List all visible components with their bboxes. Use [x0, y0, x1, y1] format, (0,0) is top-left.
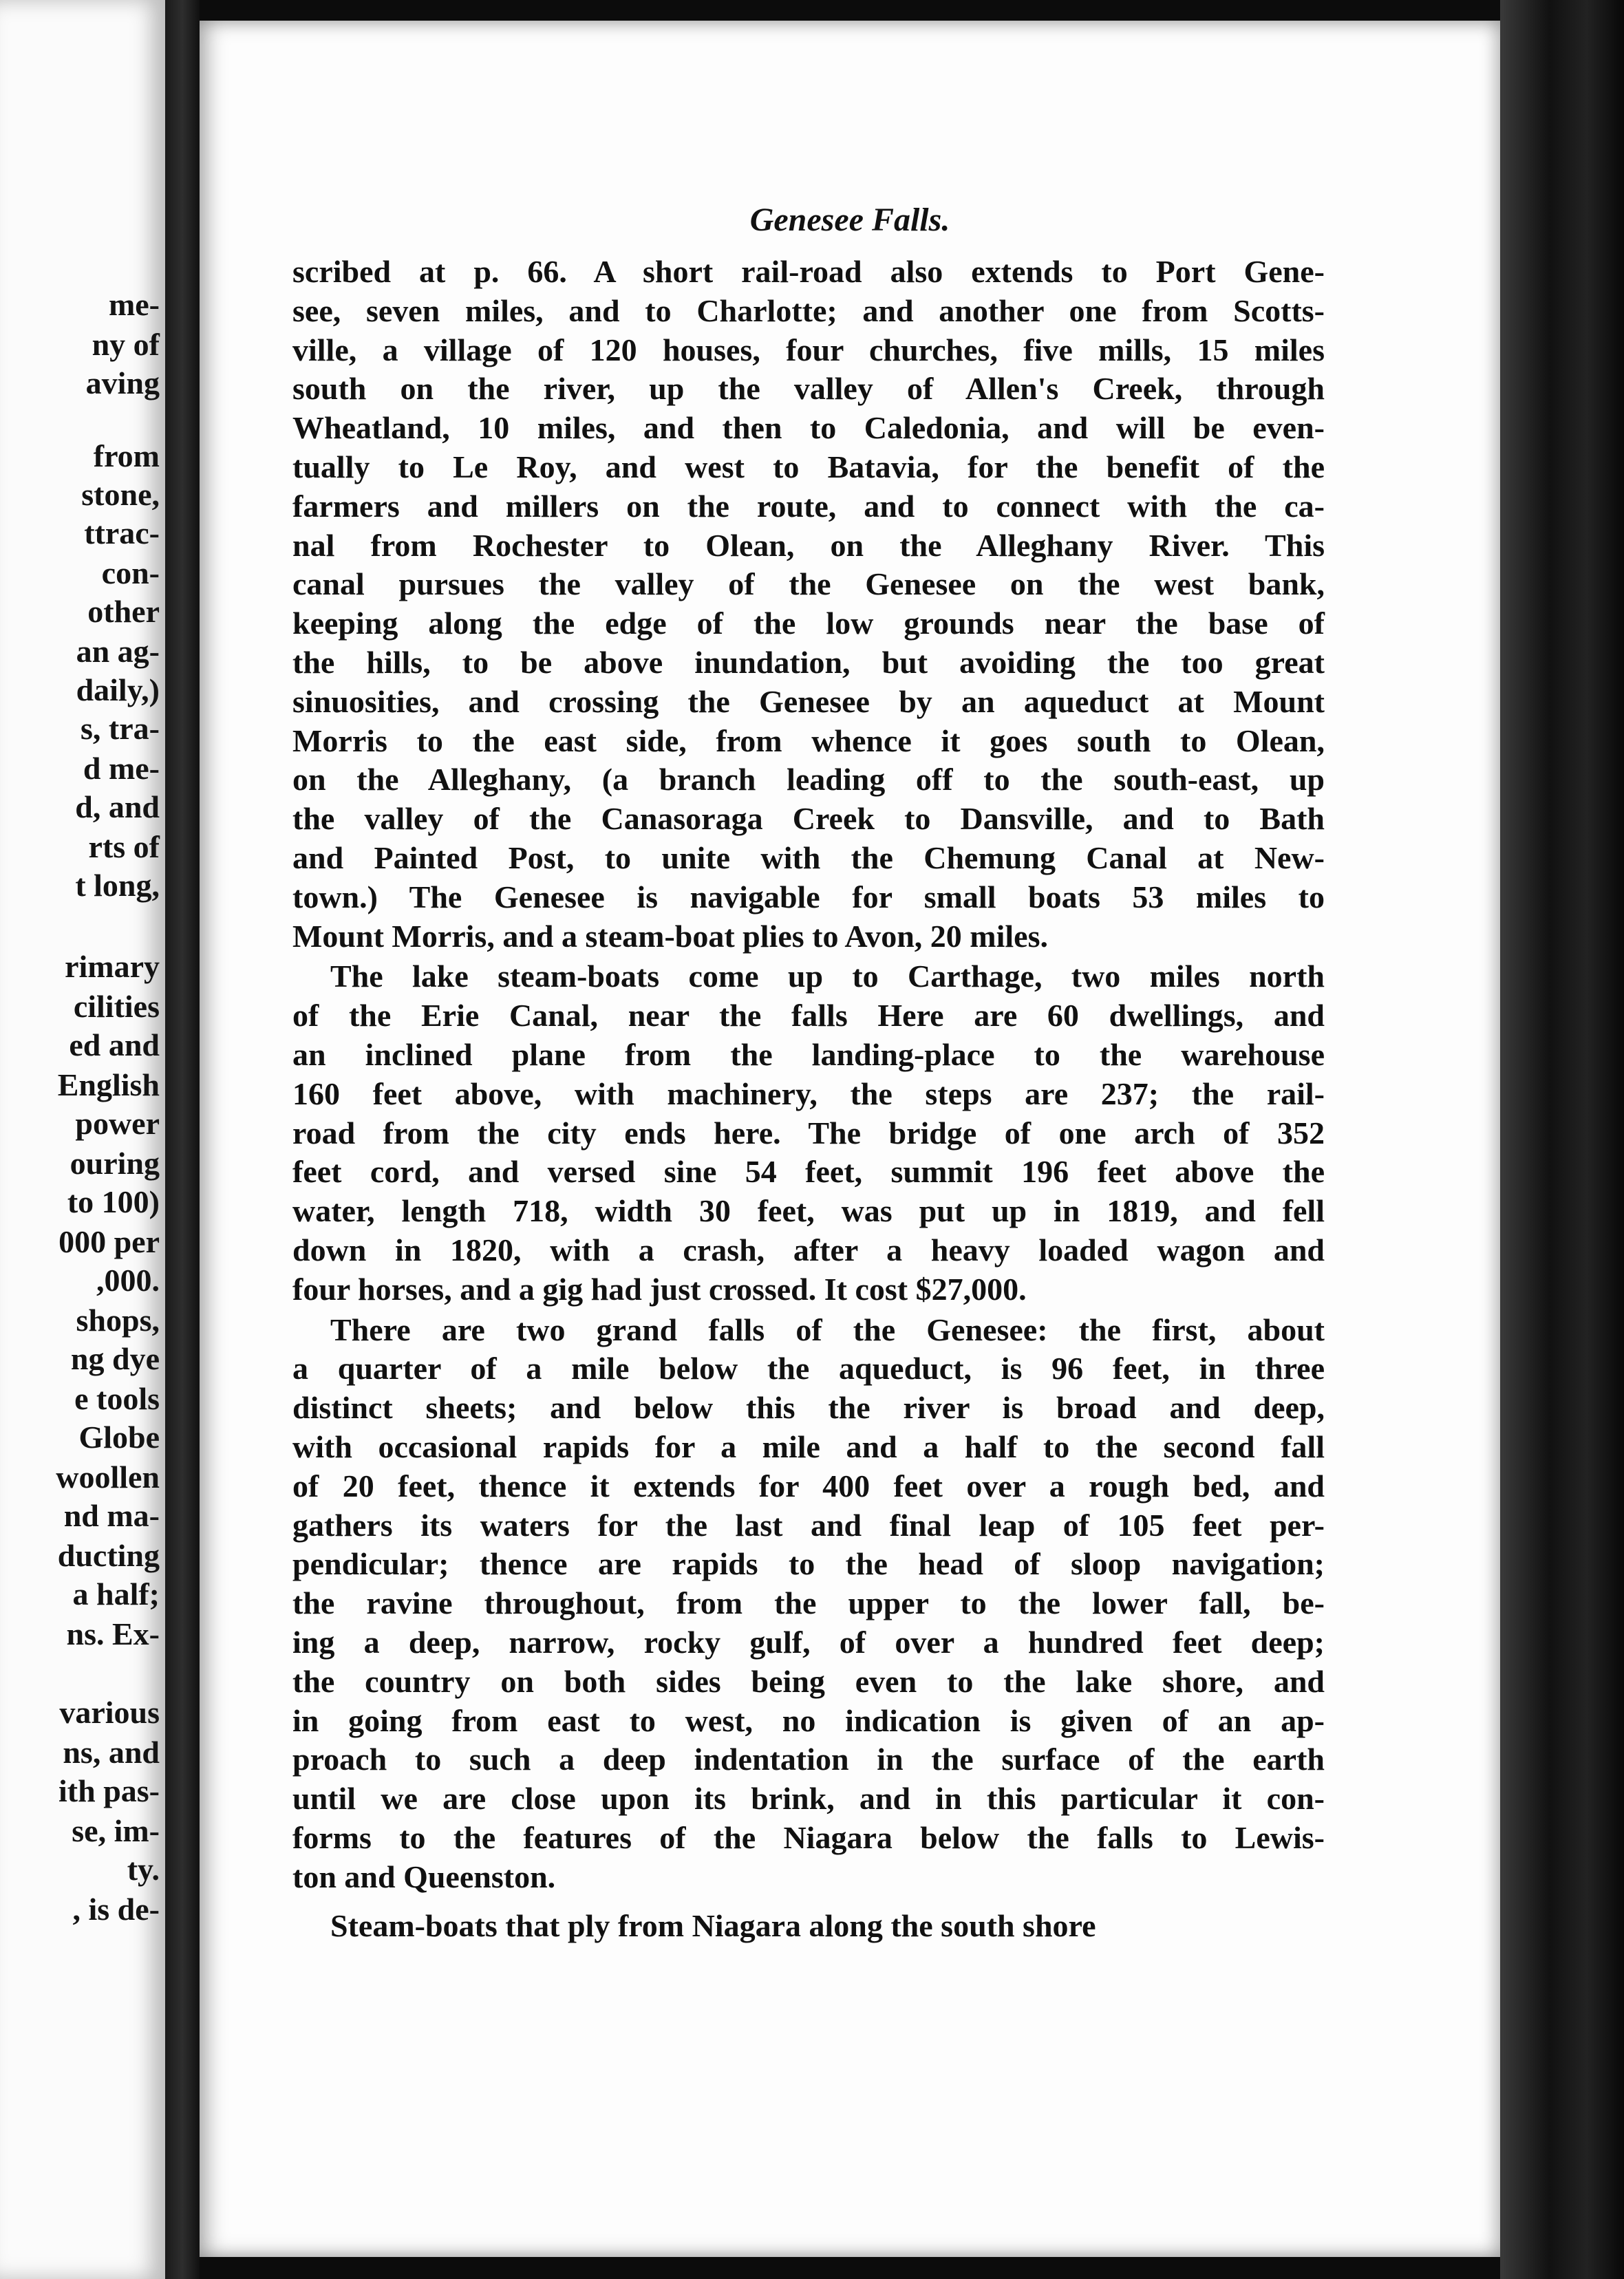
previous-page-line: shops,	[76, 1303, 160, 1338]
text-line: four horses, and a gig had just crossed. It cost $27,000.	[292, 1271, 1027, 1307]
previous-page-line: me-	[108, 287, 160, 322]
previous-page-line: from	[93, 438, 160, 473]
book-edge	[1500, 0, 1624, 2279]
previous-page-line: nd ma-	[63, 1498, 160, 1533]
previous-page-line: ns. Ex-	[66, 1616, 160, 1651]
previous-page-line: con-	[101, 555, 160, 590]
text-line: pendicular; thence are rapids to the head of sloop navigation;	[292, 1546, 1325, 1582]
text-line: feet cord, and versed sine 54 feet, summit 196 feet above the	[292, 1154, 1325, 1190]
previous-page-line: English	[57, 1067, 160, 1102]
previous-page-line: Globe	[78, 1420, 160, 1455]
running-head: Genesee Falls.	[749, 202, 950, 238]
previous-page-line: power	[75, 1106, 160, 1141]
text-line: town.) The Genesee is navigable for small boats 53 miles to	[292, 879, 1325, 914]
text-line: a quarter of a mile below the aqueduct, is 96 feet, in three	[292, 1351, 1325, 1387]
previous-page-line: ns, and	[63, 1735, 160, 1770]
text-line: farmers and millers on the route, and to connect with the ca-	[292, 488, 1325, 524]
text-line: scribed at p. 66. A short rail-road also extends to Port Gene-	[292, 254, 1325, 289]
text-line: with occasional rapids for a mile and a half to the second fall	[292, 1429, 1325, 1464]
text-line: nal from Rochester to Olean, on the Alleghany River. This	[292, 527, 1325, 563]
text-line: gathers its waters for the last and final leap of 105 feet per-	[292, 1507, 1325, 1543]
previous-page-line: , is de-	[72, 1892, 160, 1927]
text-line: the valley of the Canasoraga Creek to Dansville, and to Bath	[292, 801, 1325, 837]
previous-page-line: woollen	[56, 1459, 160, 1495]
book-gutter	[165, 0, 200, 2279]
previous-page-line: se, im-	[72, 1813, 160, 1848]
text-line: proach to such a deep indentation in the surface of the earth	[292, 1742, 1325, 1777]
previous-page-line: ith pas-	[58, 1773, 160, 1808]
previous-page-line: ,000.	[96, 1263, 160, 1298]
text-line: road from the city ends here. The bridge of one arch of 352	[292, 1115, 1325, 1151]
text-line: on the Alleghany, (a branch leading off to the south-east, up	[292, 762, 1325, 798]
text-line: of 20 feet, thence it extends for 400 feet over a rough bed, and	[292, 1468, 1325, 1504]
text-line: an inclined plane from the landing-place to the warehouse	[292, 1037, 1325, 1072]
previous-page	[0, 0, 165, 2279]
text-line: There are two grand falls of the Genesee: the first, about	[330, 1312, 1325, 1347]
text-line: The lake steam-boats come up to Carthage, two miles north	[330, 959, 1325, 994]
text-line: the country on both sides being even to the lake shore, and	[292, 1663, 1325, 1699]
previous-page-line: 000 per	[58, 1224, 160, 1259]
text-line: keeping along the edge of the low grounds near the base of	[292, 606, 1325, 641]
text-line: tually to Le Roy, and west to Batavia, for the benefit of the	[292, 449, 1325, 484]
previous-page-line: ny of	[92, 327, 160, 362]
text-line: ing a deep, narrow, rocky gulf, of over a hundred feet deep;	[292, 1625, 1325, 1660]
text-line: Steam-boats that ply from Niagara along the south shore	[330, 1907, 1096, 1943]
text-line: ton and Queenston.	[292, 1859, 556, 1894]
text-line: until we are close upon its brink, and in this particular it con-	[292, 1781, 1325, 1817]
text-line: Wheatland, 10 miles, and then to Caledonia, and will be even-	[292, 410, 1325, 446]
previous-page-line: ng dye	[70, 1341, 160, 1376]
previous-page-line: t long,	[75, 868, 160, 903]
text-line: Morris to the east side, from whence it goes south to Olean,	[292, 723, 1325, 758]
text-line: distinct sheets; and below this the river is broad and deep,	[292, 1390, 1325, 1426]
text-line: water, length 718, width 30 feet, was put up in 1819, and fell	[292, 1193, 1325, 1229]
text-line: down in 1820, with a crash, after a heavy loaded wagon and	[292, 1232, 1325, 1267]
text-line: sinuosities, and crossing the Genesee by an aqueduct at Mount	[292, 683, 1325, 719]
text-line: in going from east to west, no indication is given of an ap-	[292, 1702, 1325, 1738]
text-line: south on the river, up the valley of Allen's Creek, through	[292, 371, 1325, 407]
previous-page-line: d me-	[83, 751, 160, 786]
previous-page-line: a half;	[72, 1576, 160, 1612]
text-line: and Painted Post, to unite with the Chemung Canal at New-	[292, 840, 1325, 875]
previous-page-line: ttrac-	[84, 515, 160, 550]
previous-page-line: various	[59, 1695, 160, 1730]
previous-page-line: rimary	[65, 949, 160, 984]
text-line: 160 feet above, with machinery, the steps are 237; the rail-	[292, 1076, 1325, 1111]
previous-page-line: other	[87, 594, 160, 629]
text-line: forms to the features of the Niagara below the falls to Lewis-	[292, 1820, 1325, 1855]
previous-page-line: d, and	[75, 789, 160, 824]
text-line: Mount Morris, and a steam-boat plies to Avon, 20 miles.	[292, 918, 1049, 954]
previous-page-line: to 100)	[67, 1184, 160, 1219]
book-page	[200, 21, 1500, 2257]
previous-page-line: ty.	[127, 1852, 160, 1887]
previous-page-line: aving	[85, 365, 160, 400]
text-line: the hills, to be above inundation, but avoiding the too great	[292, 645, 1325, 680]
previous-page-line: stone,	[81, 477, 160, 512]
previous-page-line: s, tra-	[81, 711, 160, 746]
text-line: of the Erie Canal, near the falls Here are 60 dwellings, and	[292, 998, 1325, 1034]
previous-page-line: ducting	[57, 1538, 160, 1573]
text-line: ville, a village of 120 houses, four churches, five mills, 15 miles	[292, 332, 1325, 367]
text-line: the ravine throughout, from the upper to the lower fall, be-	[292, 1585, 1325, 1621]
text-line: canal pursues the valley of the Genesee on the west bank,	[292, 566, 1325, 602]
previous-page-line: ed and	[69, 1027, 160, 1062]
previous-page-line: an ag-	[76, 634, 160, 669]
previous-page-line: cilities	[73, 989, 160, 1024]
text-line: see, seven miles, and to Charlotte; and another one from Scotts-	[292, 292, 1325, 328]
previous-page-line: rts of	[88, 829, 160, 864]
previous-page-line: daily,)	[76, 672, 160, 707]
previous-page-line: e tools	[74, 1381, 160, 1416]
previous-page-line: ouring	[70, 1146, 160, 1181]
